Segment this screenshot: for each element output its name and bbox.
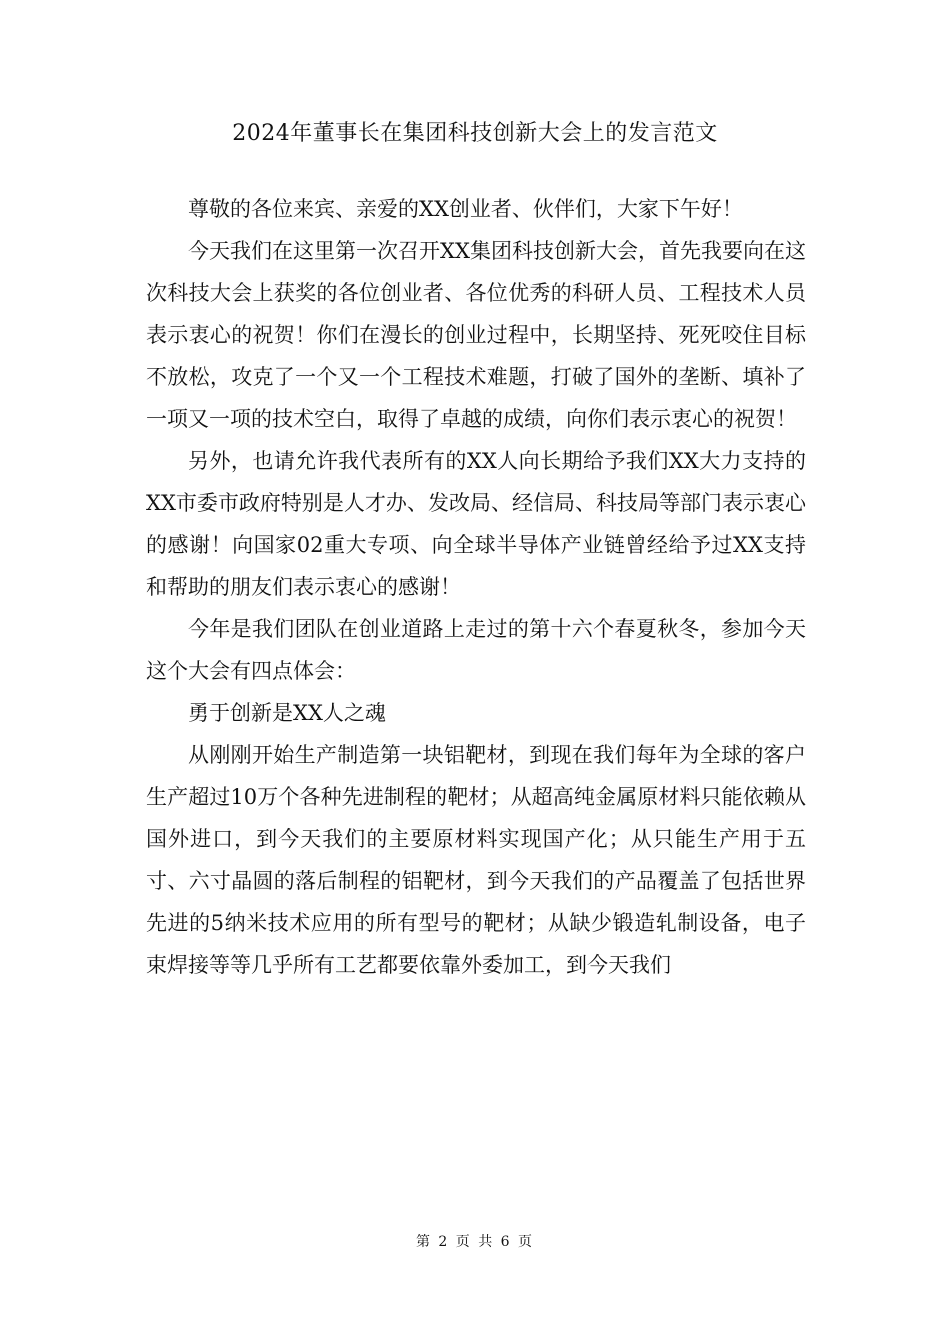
paragraph-heading-innovation: 勇于创新是XX人之魂 <box>188 701 386 725</box>
page-number-footer: 第 2 页 共 6 页 <box>415 1234 535 1250</box>
paragraph-reflections-intro: 今年是我们团队在创业道路上走过的第十六个春夏秋冬，参加今天这个大会有四点体会： <box>146 617 806 683</box>
paragraph-thanks: 另外，也请允许我代表所有的XX人向长期给予我们XX大力支持的XX市委市政府特别是人才办、发改局、经信局、科技局等部门表示衷心的感谢！向国家02重大专项、向全球半导体产业链曾经给予过XX支持和帮助的朋友们表示衷心的感谢！ <box>146 449 806 599</box>
paragraph-innovation-detail: 从刚刚开始生产制造第一块铝靶材，到现在我们每年为全球的客户生产超过10万个各种先进制程的靶材；从超高纯金属原材料只能依赖从国外进口，到今天我们的主要原材料实现国产化；从只能生产用于五寸、六寸晶圆的落后制程的铝靶材，到今天我们的产品覆盖了包括世界先进的5纳米技术应用的所有型号的靶材；从缺少锻造轧制设备，电子束焊接等等几乎所有工艺都要依靠外委加工，到今天我们 <box>146 743 806 977</box>
paragraph-congratulations: 今天我们在这里第一次召开XX集团科技创新大会，首先我要向在这次科技大会上获奖的各位创业者、各位优秀的科研人员、工程技术人员表示衷心的祝贺！你们在漫长的创业过程中，长期坚持、死死咬住目标不放松，攻克了一个又一个工程技术难题，打破了国外的垄断、填补了一项又一项的技术空白，取得了卓越的成绩，向你们表示衷心的祝贺！ <box>146 239 806 431</box>
paragraph-greeting: 尊敬的各位来宾、亲爱的XX创业者、伙伴们，大家下午好！ <box>188 197 743 221</box>
document-title: 2024年董事长在集团科技创新大会上的发言范文 <box>232 121 718 146</box>
document-body <box>146 188 806 986</box>
